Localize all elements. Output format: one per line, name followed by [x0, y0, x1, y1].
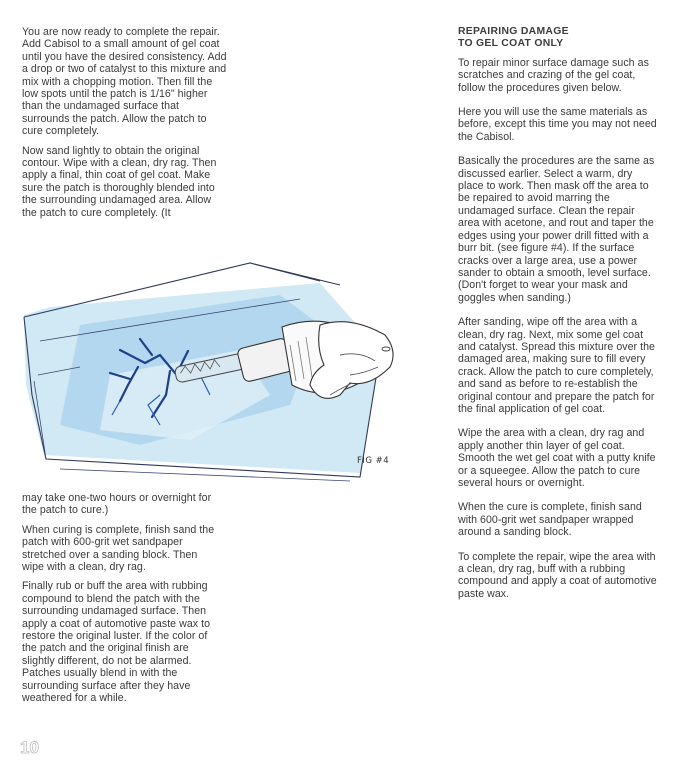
drill-repair-illustration: [20, 255, 415, 485]
figure-label: FIG #4: [357, 456, 390, 466]
left-column-bottom: [22, 492, 222, 712]
paragraph: Now sand lightly to obtain the original contour. Wipe with a clean, dry rag. Then apply a final, thin coat of gel coat. Make sure the patch is thoroughly blended into the surrounding undamaged area. Allow the patch to cure completely. (It: [22, 144, 217, 219]
paragraph: When the cure is complete, finish sand with 600-grit wet sandpaper wrapped around a sanding block.: [458, 501, 642, 539]
paragraph: Basically the procedures are the same as discussed earlier. Select a warm, dry place to work. Then mask off the area to be repaired to avoid marring the undamaged surface. Clean the repair area with acetone, and rout and taper the edges using your power drill fitted with a burr bit. (see figure #4). If the surface cracks over a large area, use a power sander to obtain a smooth, level surface. (Don't forget to wear your mask and goggles when sanding.): [458, 155, 655, 304]
left-column-top: [22, 26, 227, 226]
paragraph: When curing is complete, finish sand the patch with 600-grit wet sandpaper stretched over a sanding block. Then wipe with a clean, dry rag.: [22, 523, 215, 574]
heading-line: TO GEL COAT ONLY: [458, 38, 564, 50]
page-number: 10: [20, 738, 39, 757]
paragraph: After sanding, wipe off the area with a clean, dry rag. Next, mix some gel coat and catalyst. Spread this mixture over the damaged area, making sure to fill every crack. Allow the patch to cure completely, and sand as before to re-establish the original contour and prepare the patch for the final application of gel coat.: [458, 316, 656, 415]
heading-line: REPAIRING DAMAGE: [458, 26, 569, 37]
paragraph: Here you will use the same materials as before, except this time you may not need the Cabisol.: [458, 106, 657, 143]
paragraph: may take one-two hours or overnight for the patch to cure.): [22, 492, 212, 517]
paragraph: To repair minor surface damage such as scratches and crazing of the gel coat, follow the procedures given below.: [458, 56, 649, 94]
paragraph: Finally rub or buff the area with rubbing compound to blend the patch with the surrounding undamaged surface. Then apply a coat of automotive paste wax to restore the original luster. If the color of the patch and the original finish are slightly different, do not be alarmed. Patches usually blend in with the surrounding surface after they have weathered for a while.: [22, 580, 211, 705]
paragraph: Wipe the area with a clean, dry rag and apply another thin layer of gel coat. Smooth the wet gel coat with a putty knife or a squeegee. Allow the patch to cure several hours or overnight.: [458, 427, 656, 489]
paragraph: You are now ready to complete the repair. Add Cabisol to a small amount of gel coat until you have the desired consistency. Add a drop or two of catalyst to this mixture and mix with a chopping motion. Then fill the low spots until the patch is 1/16" higher than the undamaged surface that surrounds the patch. Allow the patch to cure completely.: [22, 26, 227, 138]
right-column: [458, 26, 658, 612]
section-heading: [458, 26, 658, 51]
paragraph: To complete the repair, wipe the area with a clean, dry rag, buff with a rubbing compound and apply a coat of automotive paste wax.: [458, 550, 657, 600]
figure-illustration: [20, 255, 415, 485]
